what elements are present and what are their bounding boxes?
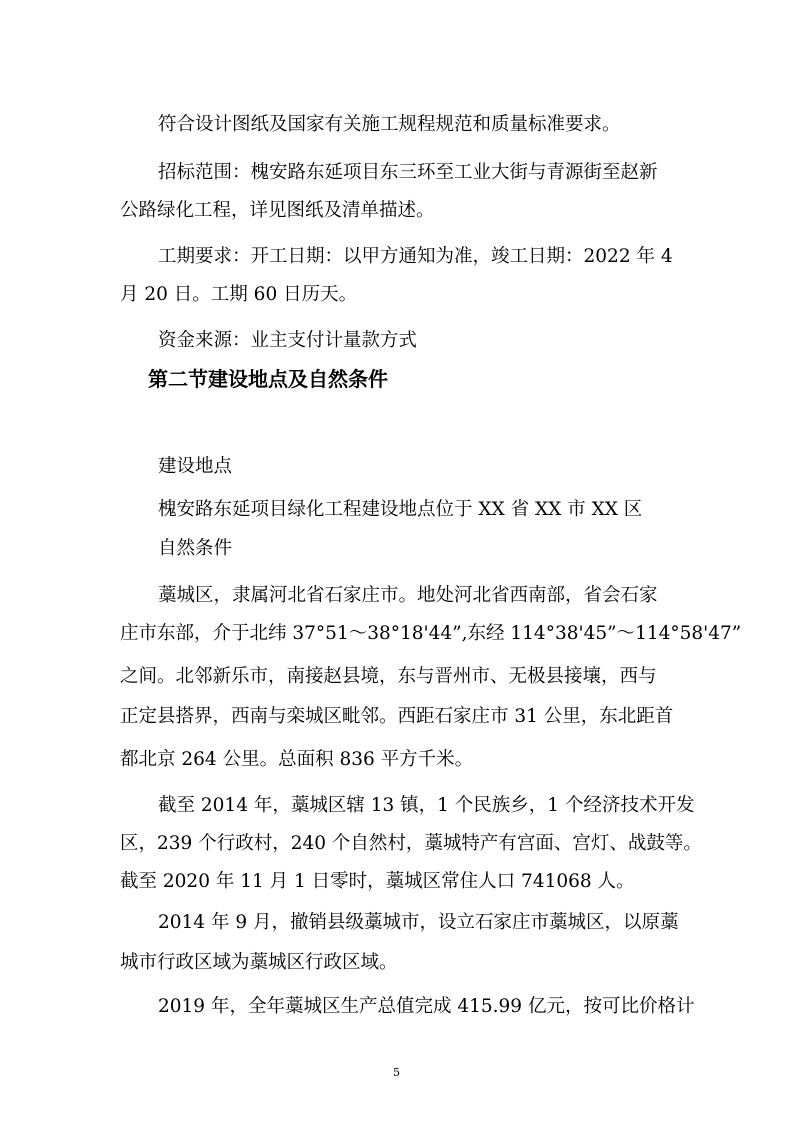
text-line: 城市行政区域为藁城区行政区域。	[120, 951, 398, 973]
text-line: 资金来源：业主支付计量款方式	[158, 329, 418, 351]
text-line: 符合设计图纸及国家有关施工规程规范和质量标准要求。	[158, 113, 621, 135]
text-line: 月 20 日。工期 60 日历天。	[120, 283, 358, 305]
section-heading: 第二节建设地点及自然条件	[148, 367, 388, 391]
text-line: 工期要求：开工日期：以甲方通知为准，竣工日期：2022 年 4	[158, 245, 673, 267]
text-line: 招标范围：槐安路东延项目东三环至工业大街与青源街至赵新	[158, 161, 658, 183]
text-line: 庄市东部，介于北纬 37°51～38°18'44”,东经 114°38'45”～114°58'47”	[120, 622, 742, 644]
text-line: 自然条件	[158, 537, 233, 559]
text-line: 正定县搭界，西南与栾城区毗邻。西距石家庄市 31 公里，东北距首	[120, 705, 674, 727]
text-line: 藁城区，隶属河北省石家庄市。地处河北省西南部，省会石家	[158, 584, 658, 606]
text-line: 2019 年，全年藁城区生产总值完成 415.99 亿元，按可比价格计	[158, 995, 695, 1017]
text-line: 之间。北邻新乐市，南接赵县境，东与晋州市、无极县接壤，西与	[120, 665, 657, 687]
text-line: 截至 2014 年，藁城区辖 13 镇，1 个民族乡，1 个经济技术开发	[158, 794, 695, 816]
text-line: 槐安路东延项目绿化工程建设地点位于 XX 省 XX 市 XX 区	[158, 498, 643, 520]
text-line: 公路绿化工程，详见图纸及清单描述。	[120, 199, 435, 221]
text-line: 都北京 264 公里。总面积 836 平方千米。	[120, 748, 474, 770]
text-line: 区，239 个行政村，240 个自然村，藁城特产有宫面、宫灯、战鼓等。	[120, 832, 702, 854]
text-line: 2014 年 9 月，撤销县级藁城市，设立石家庄市藁城区，以原藁	[158, 911, 679, 933]
page-number: 5	[393, 1066, 400, 1079]
text-line: 截至 2020 年 11 月 1 日零时，藁城区常住人口 741068 人。	[120, 870, 635, 892]
text-line: 建设地点	[158, 455, 233, 477]
